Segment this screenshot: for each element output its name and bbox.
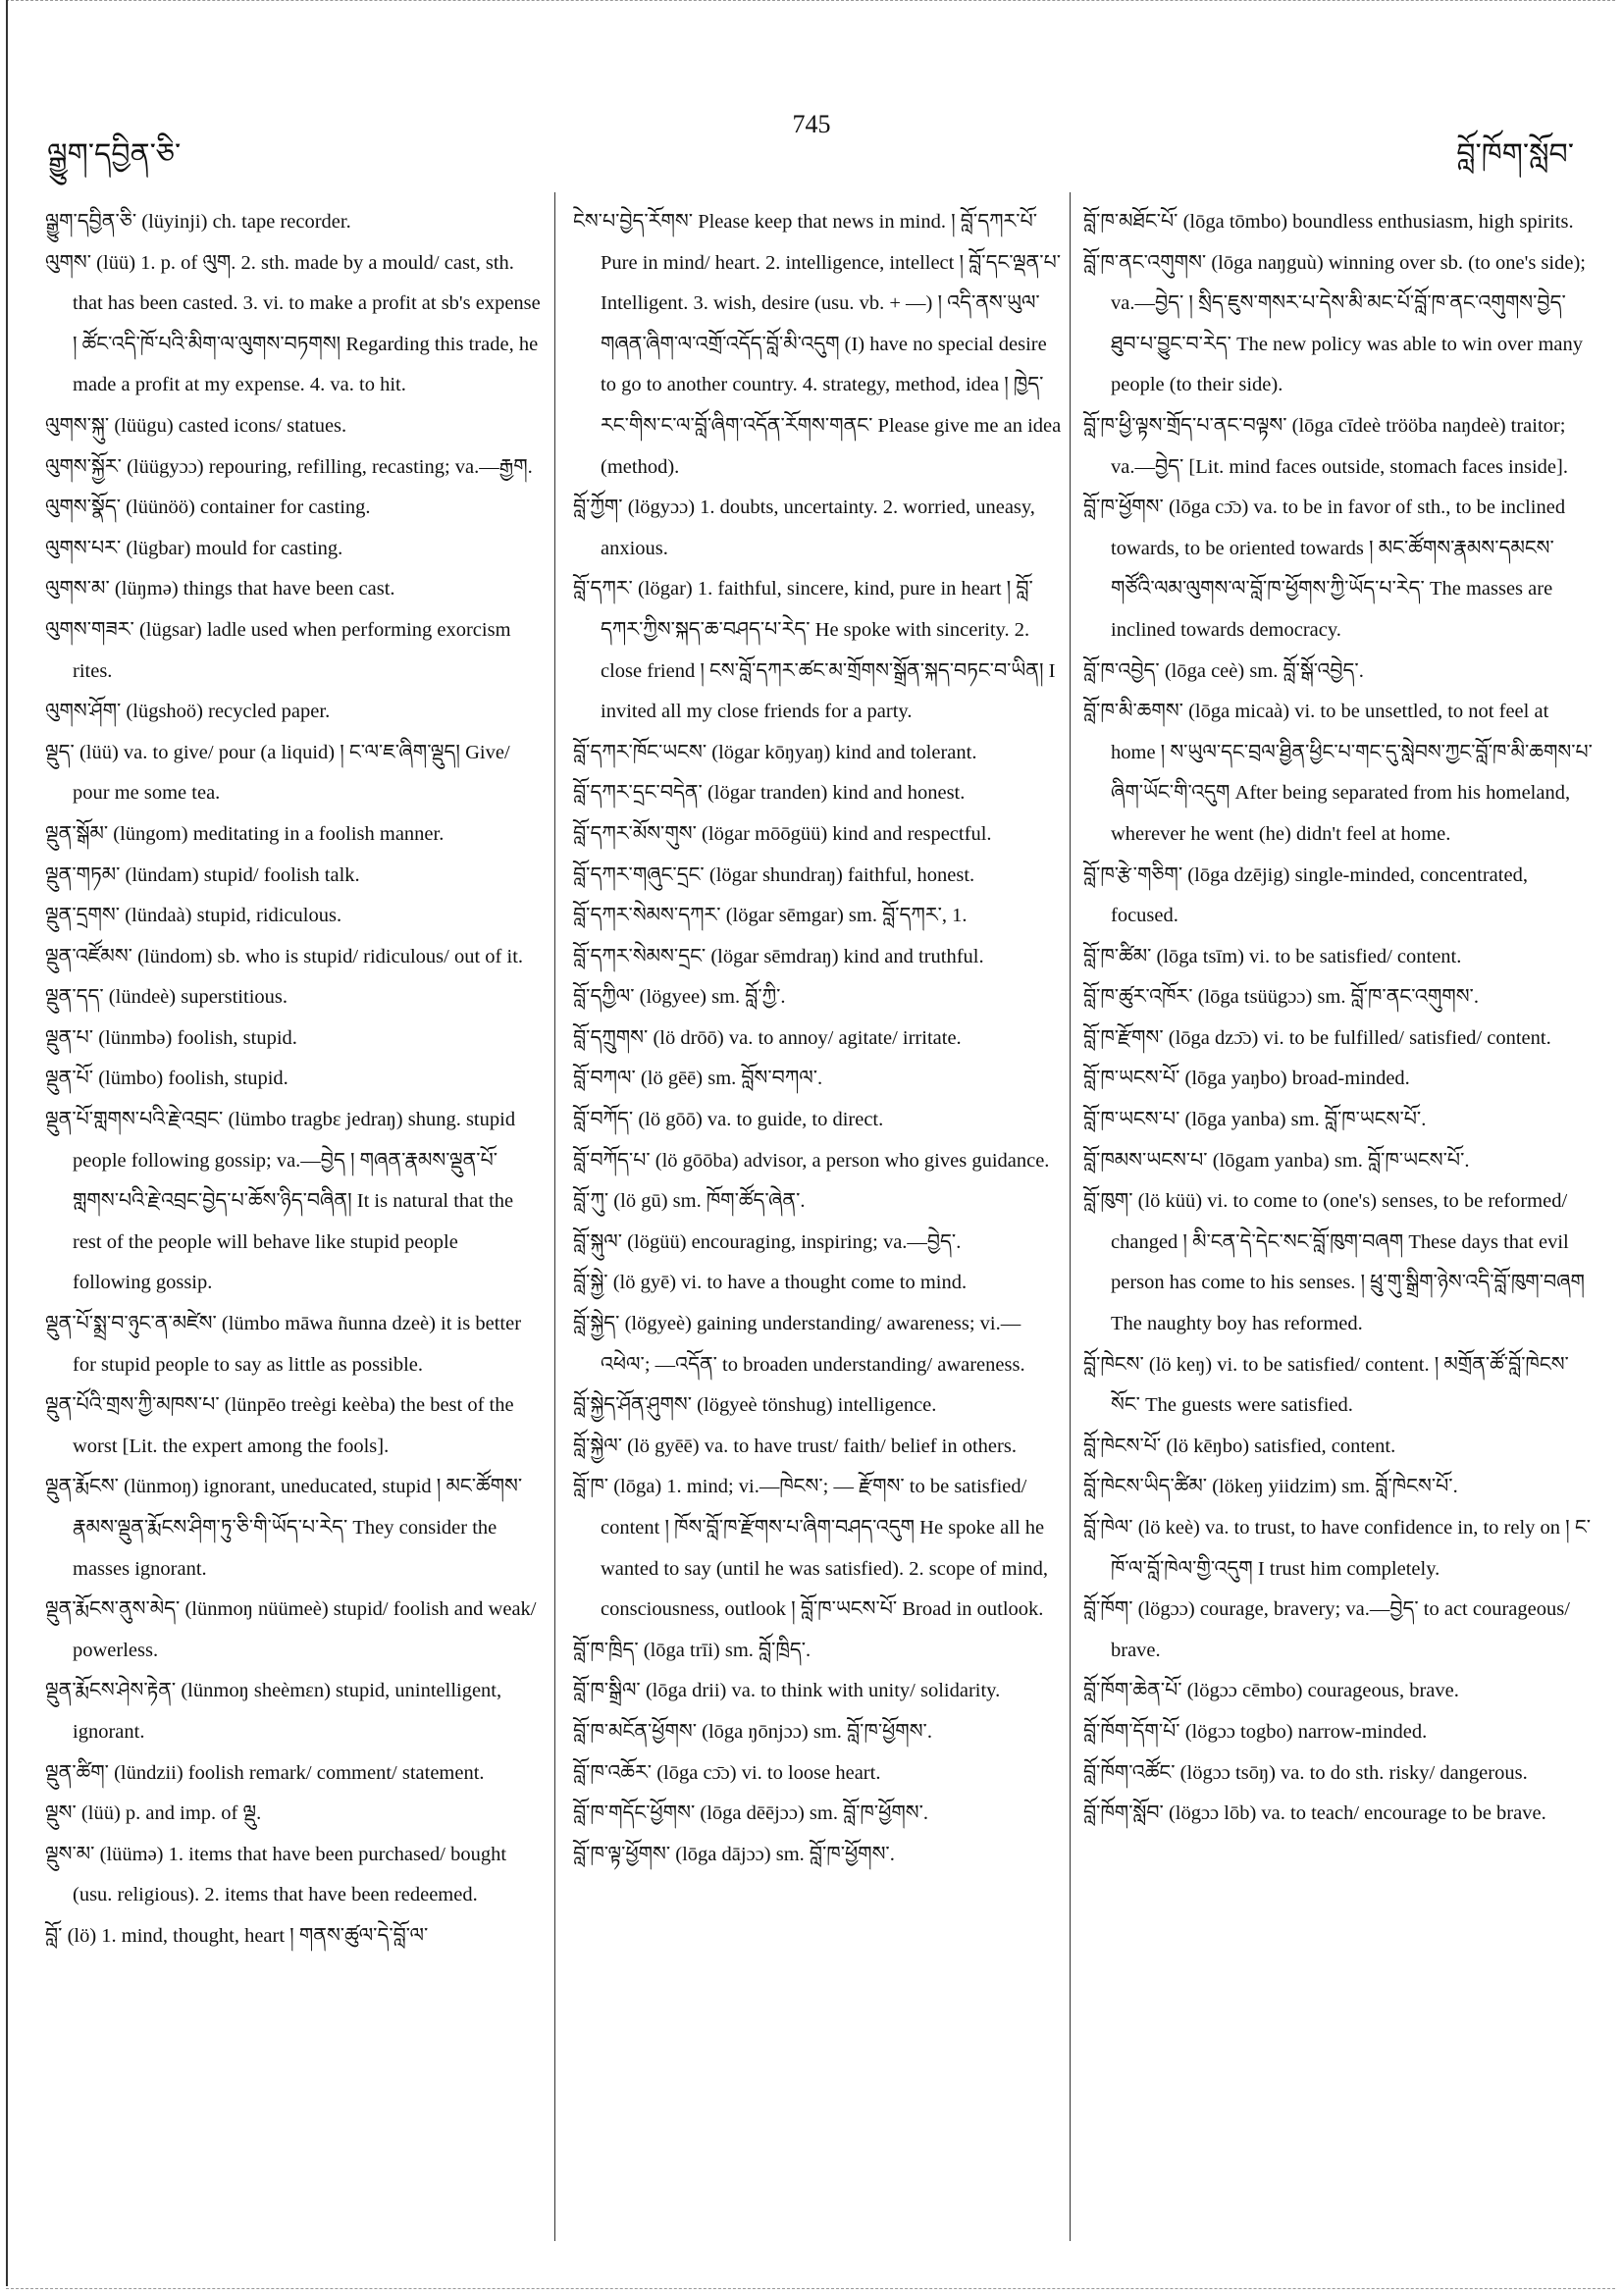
- dictionary-entry: ལྡུན་དྲགས་ (lündaà) stupid, ridiculous.: [45, 905, 342, 927]
- dictionary-entry: ལྡུན་གཏམ་ (lündam) stupid/ foolish talk.: [45, 863, 360, 886]
- dictionary-entry: བློ་ཁོག་ཆེན་པོ་ (lögɔɔ cēmbo) courageous, brave.: [1083, 1680, 1459, 1702]
- dictionary-entry: བློ་སྐུལ་ (lögüü) encouraging, inspiring; va.—བྱེད་.: [573, 1230, 962, 1253]
- left-guide-word: ལྒྱུག་དབྱིན་ཅི་: [47, 138, 182, 171]
- dictionary-entry: བློ་དཀར་ (lögar) 1. faithful, sincere, kind, pure in heart ། བློ་དཀར་ཀྱིས་སྐད་ཆ་བཤད་པ་རེད་ He spoke with sincerity. 2. close friend ། ངས་བློ་དཀར་ཚང་མ་གྲོགས་སྒྲོན་སྐད་བཏང་བ་ཡིན། I invited all my close friends for a party.: [573, 578, 1056, 723]
- dictionary-entry: བློ་ཁོག་འཚོང་ (lögɔɔ tsōŋ) va. to do sth. risky/ dangerous.: [1083, 1761, 1528, 1784]
- dictionary-entry: བློ་དཀར་དྲང་བདེན་ (lögar tranden) kind and honest.: [573, 782, 966, 805]
- column-divider: [1070, 192, 1071, 2241]
- dictionary-entry: ལྡུན་པ་ (lünmbə) foolish, stupid.: [45, 1026, 297, 1049]
- dictionary-entry: ངེས་པ་བྱེད་རོགས་ Please keep that news in mind. ། བློ་དཀར་པོ་ Pure in mind/ heart. 2. intelligence, intellect ། བློ་དང་ལྡན་པ་ Intelligent. 3. wish, desire (usu. vb. + —) ། འདི་ནས་ཡུལ་གཞན་ཞིག་ལ་འགྲོ་འདོད་བློ་མི་འདུག (I) have no special desire to go to another country. 4. strategy, method, idea ། ཁྱེད་རང་གིས་ང་ལ་བློ་ཞིག་འདོན་རོགས་གནང་ Please give me an idea (method).: [573, 211, 1062, 478]
- dictionary-entry: ལུགས་སྣོད་ (lüünöö) container for casting.: [45, 496, 371, 519]
- dictionary-entry: བློ་ཁ་ཡངས་པོ་ (lōga yaŋbo) broad-minded.: [1083, 1068, 1410, 1090]
- dictionary-entry: བློ་ཁེངས་ (lö keŋ) vi. to be satisfied/ content. ། མགྲོན་ཚོ་བློ་ཁེངས་སོང་ The guests were satisfied.: [1083, 1353, 1569, 1417]
- page-border-left: [6, 0, 8, 2286]
- dictionary-entry: བློ་དཀར་མོས་གུས་ (lögar mōōgüü) kind and respectful.: [573, 822, 992, 845]
- dictionary-entry: བློ་ཁ་འབྱེད་ (lōga ceè) sm. བློ་སྒོ་འབྱེད་.: [1083, 659, 1364, 682]
- page-number: 745: [792, 110, 831, 138]
- dictionary-entry: ལུགས་པར་ (lügbar) mould for casting.: [45, 537, 343, 559]
- dictionary-entry: ལུགས་སྐྱོར་ (lüügyɔɔ) repouring, refilling, recasting; va.—རྒྱག.: [45, 455, 533, 478]
- dictionary-entry: ལྒྱུག་དབྱིན་ཅི་ (lüyinji) ch. tape recorder.: [45, 211, 351, 233]
- dictionary-entry: བློ་ཁ་ནང་འགུགས་ (lōga naŋguù) winning over sb. (to one's side); va.—བྱེད་ ། སྲིད་ཇུས་གསར་པ་དེས་མི་མང་པོ་བློ་ཁ་ནང་འགུགས་བྱེད་ཐུབ་པ་བྱུང་བ་རེད་ The new policy was able to win over many people (to their side).: [1083, 251, 1586, 396]
- dictionary-entry: ལུགས་སྐུ་ (lüügu) casted icons/ statues.: [45, 414, 347, 437]
- dictionary-entry: བློ་ཁ་མངོན་ཕྱོགས་ (lōga ŋōnjɔɔ) sm. བློ་ཁ་ཕྱོགས་.: [573, 1720, 932, 1743]
- column-divider: [554, 192, 555, 2241]
- dictionary-entry: ལྡུན་པོ་སྨྲ་བ་ཉུང་ན་མཛེས་ (lümbo māwa ñunna dzeè) it is better for stupid people to say as little as possible.: [45, 1313, 522, 1376]
- dictionary-entry: བློ་བཀོད་པ་ (lö gōōba) advisor, a person who gives guidance.: [573, 1149, 1050, 1172]
- page-border-top: [6, 0, 1615, 1]
- dictionary-entry: ལྡུད་ (lüü) va. to give/ pour (a liquid) ། ང་ལ་ཇ་ཞིག་ལྡུད། Give/ pour me some tea.: [45, 741, 510, 805]
- dictionary-entry: བློ་བཀོད་ (lö gōō) va. to guide, to direct.: [573, 1109, 884, 1131]
- dictionary-entry: ལུགས་གཟར་ (lügsar) ladle used when performing exorcism rites.: [45, 618, 511, 682]
- dictionary-entry: ལུགས་མ་ (lüŋmə) things that have been cast.: [45, 578, 395, 600]
- dictionary-entry: བློ་ཁ་ལྟ་ཕྱོགས་ (lōga dājɔɔ) sm. བློ་ཁ་ཕྱོགས་.: [573, 1843, 895, 1865]
- dictionary-entry: བློ་ཁོག་དོག་པོ་ (lögɔɔ togbo) narrow-minded.: [1083, 1720, 1428, 1743]
- dictionary-entry: ལྡུན་སྒོམ་ (lüngom) meditating in a foolish manner.: [45, 822, 445, 845]
- dictionary-entry: བློ་ཁེལ་ (lö keè) va. to trust, to have confidence in, to rely on ། ང་ཁོ་ལ་བློ་ཁེལ་གྱི་འདུག I trust him completely.: [1083, 1517, 1591, 1580]
- dictionary-entry: ལྡུས་ (lüü) p. and imp. of ལྡུ.: [45, 1802, 262, 1825]
- dictionary-entry: བློ་དཀར་སེམས་དྲང་ (lögar sēmdraŋ) kind and truthful.: [573, 945, 984, 967]
- dictionary-entry: བློ་དཀྲུགས་ (lö drōō) va. to annoy/ agitate/ irritate.: [573, 1026, 962, 1049]
- dictionary-entry: བློ་ཁ་ཕྱི་ལྟས་གྲོད་པ་ནང་བལྟས་ (lōga cīdeè trööba naŋdeè) traitor; va.—བྱེད་ [Lit. mind faces outside, stomach faces inside].: [1083, 414, 1568, 478]
- dictionary-entry: བློ་སྐྱེལ་ (lö gyēē) va. to have trust/ faith/ belief in others.: [573, 1435, 1017, 1457]
- dictionary-entry: བློ་ཁ་མི་ཆགས་ (lōga micaà) vi. to be unsettled, to not feel at home ། ས་ཡུལ་དང་བྲལ་ཐྱིན་ཕྱིང་པ་གང་དུ་སླེབས་ཀྱང་བློ་ཁ་མི་ཆགས་པ་ཞིག་ཡོང་གི་འདུག After being separated from his homeland, wherever he went (he) didn't feel at home.: [1083, 701, 1593, 845]
- dictionary-entry: བློ་ཁ་ཚིམ་ (lōga tsīm) vi. to be satisfied/ content.: [1083, 945, 1462, 967]
- dictionary-entry: བློ་ཁ་རྫོགས་ (lōga dzɔ̄ɔ) vi. to be fulfilled/ satisfied/ content.: [1083, 1026, 1551, 1049]
- dictionary-entry: བློ་དཀར་གཞུང་དྲང་ (lögar shundraŋ) faithful, honest.: [573, 863, 975, 886]
- dictionary-entry: བློ་དཀྱིལ་ (lögyee) sm. བློ་ཀྱི་.: [573, 986, 786, 1009]
- dictionary-entry: ལུགས་ (lüü) 1. p. of ལུག. 2. sth. made by a mould/ cast, sth. that has been casted. 3. vi. to make a profit at sb's expense ། ཚོང་འདི་ཁོ་པའི་མིག་ལ་ལུགས་བཏགས། Regarding this trade, he made a profit at my expense. 4. va. to hit.: [45, 251, 541, 396]
- dictionary-entry: ལྡུན་དད་ (lündeè) superstitious.: [45, 986, 288, 1009]
- dictionary-entry: ལྡུས་མ་ (lüümə) 1. items that have been purchased/ bought (usu. religious). 2. items that have been redeemed.: [45, 1843, 507, 1906]
- dictionary-entry: བློ་བཀལ་ (lö gēē) sm. བློས་བཀལ་.: [573, 1068, 823, 1090]
- dictionary-entry: ལྡུན་ཚིག་ (lündzii) foolish remark/ comment/ statement.: [45, 1761, 485, 1784]
- dictionary-entry: བློ་ཁེངས་པོ་ (lö kēŋbo) satisfied, content.: [1083, 1435, 1396, 1457]
- dictionary-entry: ལྡུན་པོ་གླགས་པའི་རྗེ་འབྲང་ (lümbo tragbɛ jedraŋ) shung. stupid people following gossip; va.—བྱེད ། གཞན་རྣམས་ལྡུན་པོ་གླགས་པའི་རྗེ་འབྲང་བྱེད་པ་ཆོས་ཉིད་བཞིན། It is natural that the rest of the people will behave like stupid people following gossip.: [45, 1109, 516, 1294]
- column-1: [45, 202, 541, 1957]
- dictionary-entry: ལྡུན་རྨོངས་ (lünmoŋ) ignorant, uneducated, stupid ། མང་ཚོགས་རྣམས་ལྡུན་རྨོངས་ཤིག་ཏུ་ཅི་གི་ཡོད་པ་རེད་ They consider the masses ignorant.: [45, 1476, 523, 1580]
- dictionary-entry: བློ་སྐྱེ་ (lö gyē) vi. to have a thought come to mind.: [573, 1272, 968, 1294]
- dictionary-entry: བློ་ཀུ་ (lö gū) sm. ཁོག་ཚོད་ཞེན་.: [573, 1190, 806, 1213]
- dictionary-entry: བློ་སྐྱེད་ (lögyeè) gaining understanding/ awareness; vi.—འཕེལ་; —འདོན་ to broaden understanding/ awareness.: [573, 1313, 1025, 1376]
- dictionary-entry: བློ་ཁ་ཡངས་པ་ (lōga yanba) sm. བློ་ཁ་ཡངས་པོ་.: [1083, 1109, 1427, 1131]
- dictionary-entry: བློ་ཁ་འཆོར་ (lōga cɔ̄ɔ) vi. to loose heart.: [573, 1761, 881, 1784]
- dictionary-entry: བློ་ཁུག་ (lö küü) vi. to come to (one's) senses, to be reformed/ changed ། མི་ངན་དེ་དེང་སང་བློ་ཁུག་བཞག These days that evil person has come to his senses. ། ཕྲུ་གུ་སྒྲིག་ཉེས་འདི་བློ་ཁུག་བཞག The naughty boy has reformed.: [1083, 1190, 1585, 1335]
- dictionary-entry: བློ་ཁོག་སློབ་ (lögɔɔ lōb) va. to teach/ encourage to be brave.: [1083, 1802, 1546, 1825]
- dictionary-entry: ལྡུན་པོའི་གྲས་ཀྱི་མཁས་པ་ (lünpēo treègi keèba) the best of the worst [Lit. the expert among the fools].: [45, 1394, 514, 1457]
- dictionary-entry: བློ་ (lö) 1. mind, thought, heart ། གནས་ཚུལ་དེ་བློ་ལ་: [45, 1924, 429, 1947]
- dictionary-entry: བློ་ཁམས་ཡངས་པ་ (lōgam yanba) sm. བློ་ཁ་ཡངས་པོ་.: [1083, 1149, 1470, 1172]
- dictionary-entry: བློ་ཁ་སྒྲིལ་ (lōga drii) va. to think with unity/ solidarity.: [573, 1680, 1001, 1702]
- dictionary-entry: ལྡུན་རྨོངས་ནུས་མེད་ (lünmoŋ nüümeè) stupid/ foolish and weak/ powerless.: [45, 1598, 537, 1661]
- dictionary-entry: བློ་ཁ་ (lōga) 1. mind; vi.—ཁེངས་; — རྫོགས་ to be satisfied/ content ། ཁོས་བློ་ཁ་རྫོགས་པ་ཞིག་བཤད་འདུག He spoke all he wanted to say (until he was satisfied). 2. scope of mind, consciousness, outlook ། བློ་ཁ་ཡངས་པོ་ Broad in outlook.: [573, 1476, 1049, 1621]
- column-2: [573, 202, 1064, 1875]
- dictionary-entry: བློ་ཁ་གདོང་ཕྱོགས་ (lōga dēējɔɔ) sm. བློ་ཁ་ཕྱོགས་.: [573, 1802, 929, 1825]
- column-3: [1083, 202, 1594, 1835]
- dictionary-entry: བློ་ཁེངས་ཡིད་ཚིམ་ (lökeŋ yiidzim) sm. བློ་ཁེངས་པོ་.: [1083, 1476, 1458, 1498]
- dictionary-entry: བློ་ཀྱོག་ (lögyɔɔ) 1. doubts, uncertainty. 2. worried, uneasy, anxious.: [573, 496, 1035, 559]
- dictionary-entry: བློ་དཀར་སེམས་དཀར་ (lögar sēmgar) sm. བློ་དཀར་, 1.: [573, 905, 968, 927]
- page-border-bottom: [6, 2288, 1615, 2289]
- dictionary-entry: བློ་ཁོག་ (lögɔɔ) courage, bravery; va.—བྱེད་ to act courageous/ brave.: [1083, 1598, 1570, 1661]
- dictionary-entry: ལྡུན་འཛོམས་ (lündom) sb. who is stupid/ ridiculous/ out of it.: [45, 945, 524, 967]
- dictionary-entry: བློ་ཁ་ཕྱོགས་ (lōga cɔ̄ɔ) va. to be in favor of sth., to be inclined towards, to be oriented towards ། མང་ཚོགས་རྣམས་དམངས་གཙོའི་ལམ་ལུགས་ལ་བློ་ཁ་ཕྱོགས་ཀྱི་ཡོད་པ་རེད་ The masses are inclined towards democracy.: [1083, 496, 1566, 641]
- dictionary-entry: ལུགས་ཤོག་ (lügshoö) recycled paper.: [45, 701, 331, 723]
- dictionary-entry: ལྡུན་རྨོངས་ཤེས་རྟེན་ (lünmoŋ sheèmɛn) stupid, unintelligent, ignorant.: [45, 1680, 502, 1743]
- right-guide-word: བློ་ཁོག་སློབ་: [1456, 138, 1574, 171]
- dictionary-entry: ལྡུན་པོ་ (lümbo) foolish, stupid.: [45, 1068, 288, 1090]
- dictionary-entry: བློ་དཀར་ཁོང་ཡངས་ (lögar kōŋyaŋ) kind and tolerant.: [573, 741, 977, 763]
- dictionary-entry: བློ་ཁ་ཁྲིད་ (lōga trīi) sm. བློ་ཁྲིད་.: [573, 1639, 812, 1661]
- dictionary-entry: བློ་སྐྱེད་ཤོན་ཤུགས་ (lögyeè tönshug) intelligence.: [573, 1394, 937, 1417]
- dictionary-entry: བློ་ཁ་ཚུར་འཁོར་ (lōga tsüügɔɔ) sm. བློ་ཁ་ནང་འགུགས་.: [1083, 986, 1479, 1009]
- dictionary-entry: བློ་ཁ་རྩེ་གཅིག་ (lōga dzējig) single-minded, concentrated, focused.: [1083, 863, 1528, 927]
- dictionary-entry: བློ་ཁ་མཐོང་པོ་ (lōga tōmbo) boundless enthusiasm, high spirits.: [1083, 211, 1574, 233]
